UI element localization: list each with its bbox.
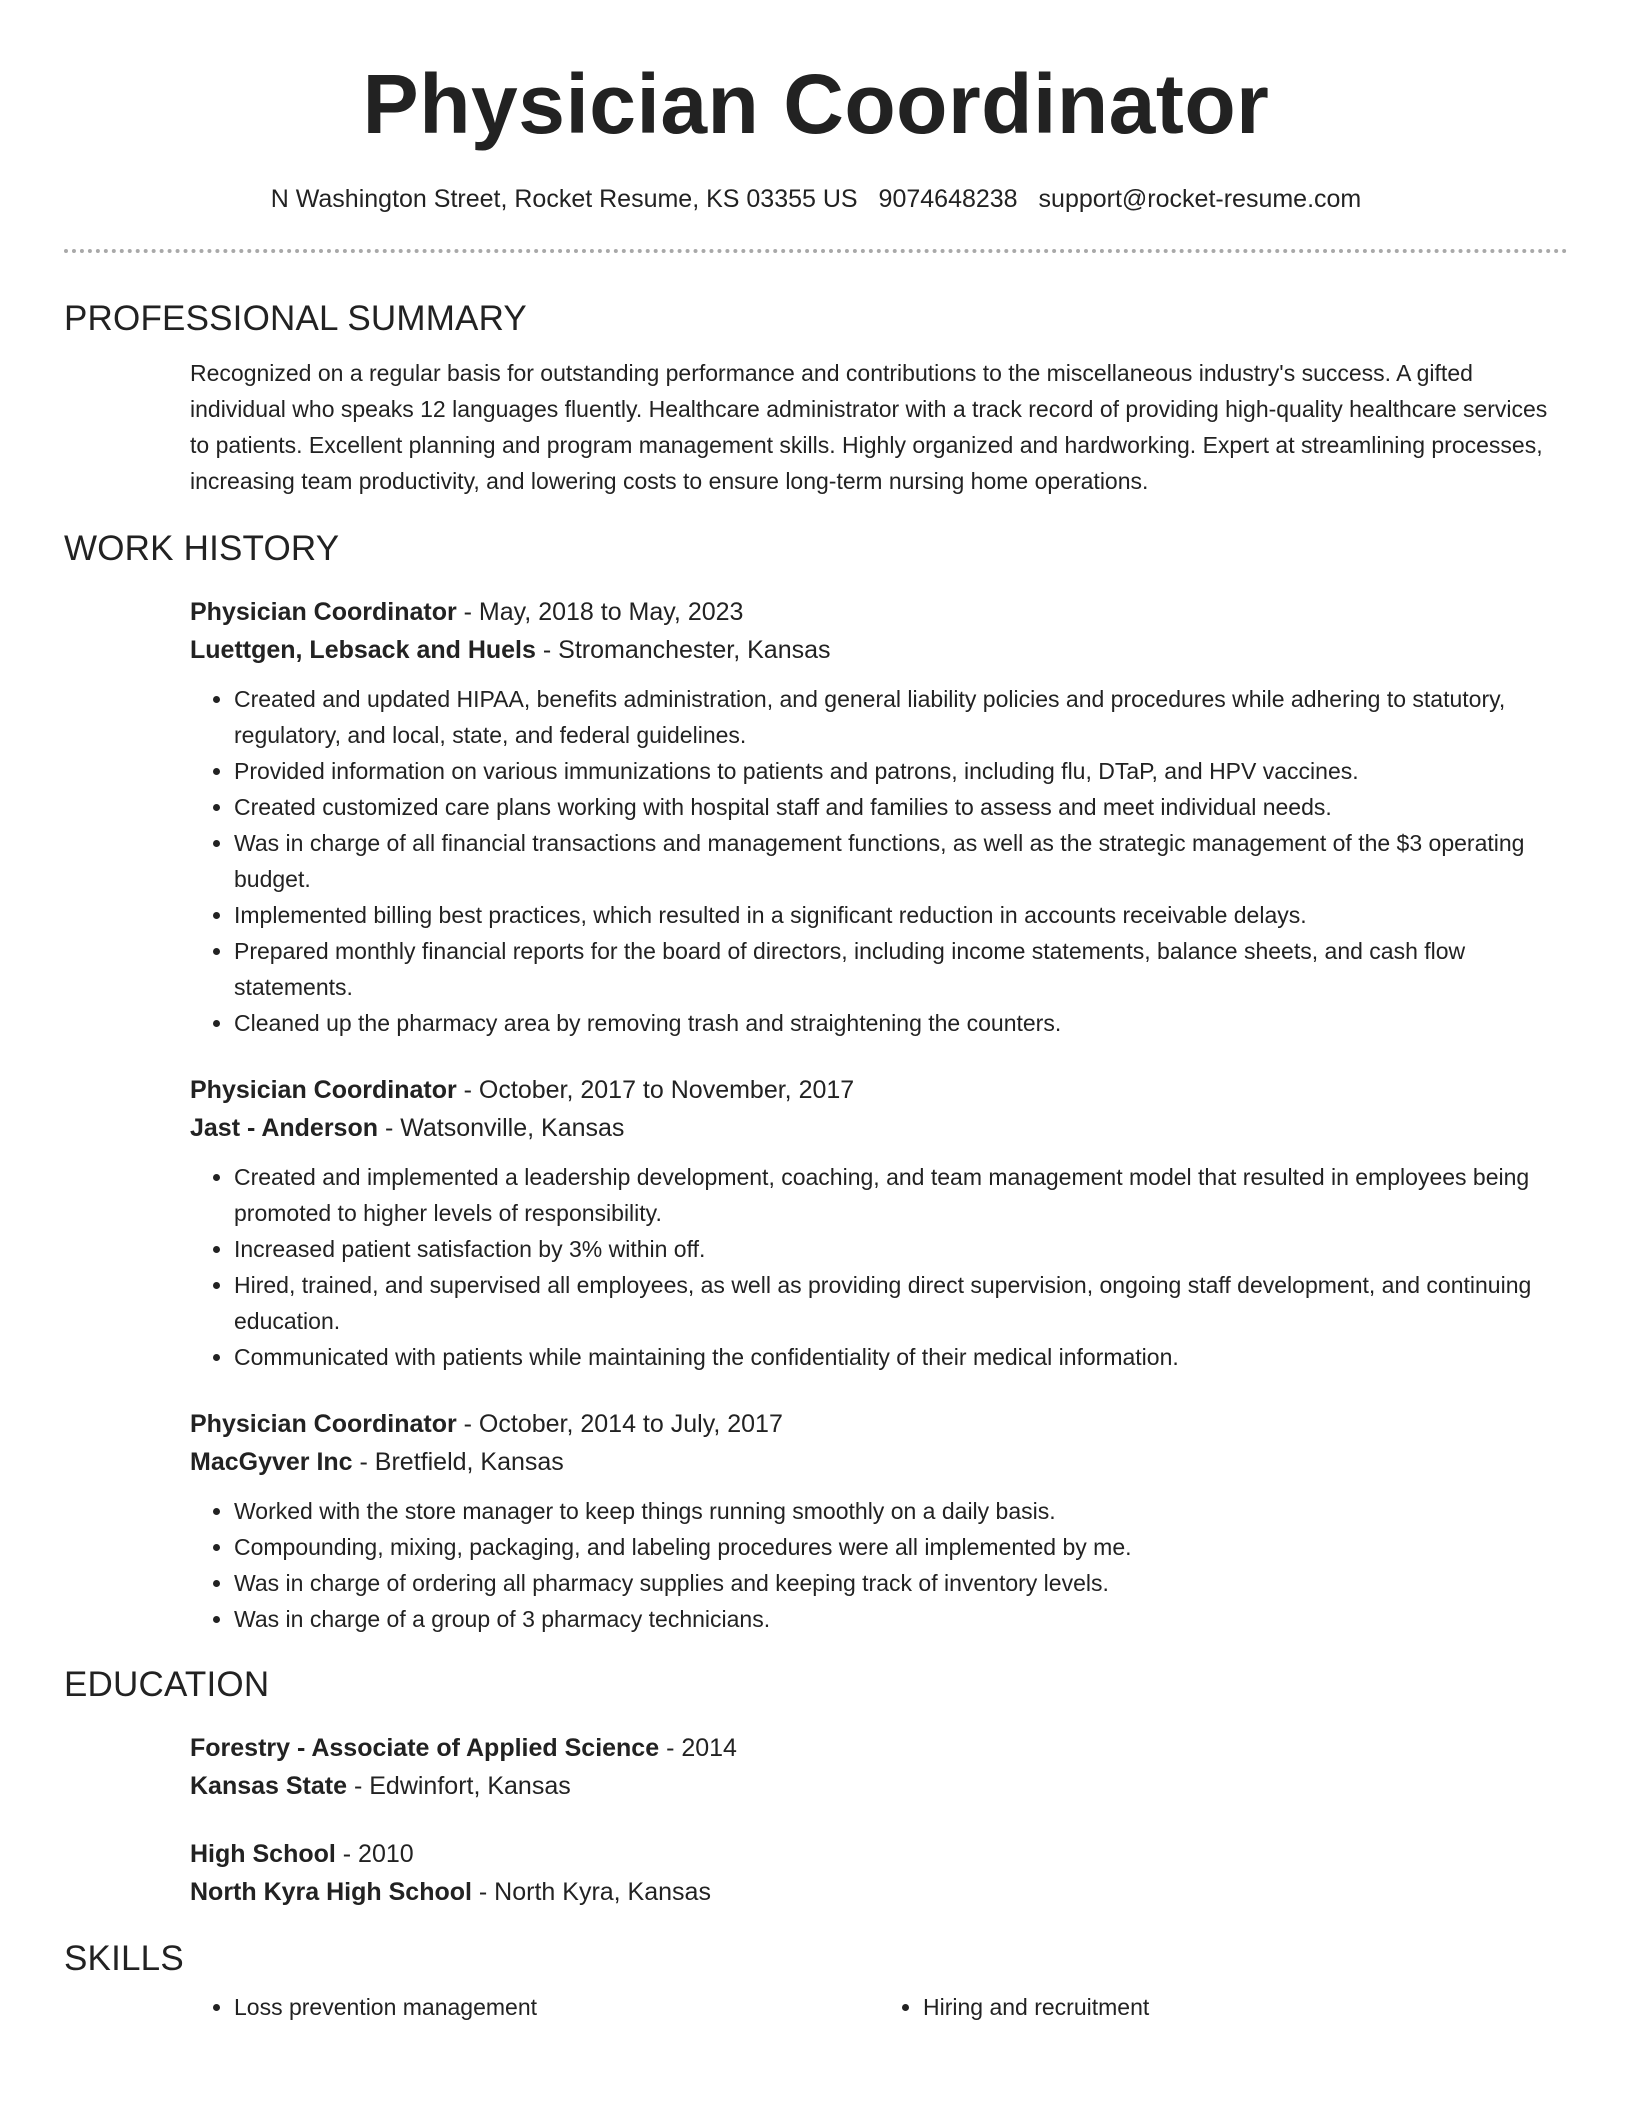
job-company: Luettgen, Lebsack and Huels — [190, 636, 536, 664]
list-item: • Created and updated HIPAA, benefits administration, and general liability policies and procedures while adhering to statutory, regulatory, and local, state, and federal guidelines. — [234, 681, 1568, 753]
degree-name: High School — [190, 1840, 336, 1868]
job-role: Physician Coordinator — [190, 1076, 457, 1104]
job-role: Physician Coordinator — [190, 598, 457, 626]
job-company-line — [190, 1109, 1568, 1147]
job-dates: - October, 2014 to July, 2017 — [456, 1410, 783, 1438]
job-title-line — [190, 1405, 1568, 1443]
summary-text: Recognized on a regular basis for outstanding performance and contributions to the miscellaneous industry's success. A gifted individual who speaks 12 languages fluently. Healthcare administrator with a track record of providing high-quality healthcare services to patients. Excellent planning and program management skills. Highly organized and hardworking. Expert at streamlining processes, increasing team productivity, and lowering costs to ensure long-term nursing home operations. — [190, 360, 1548, 494]
list-item: • Created customized care plans working with hospital staff and families to assess and meet individual needs. — [234, 789, 1568, 825]
degree-name: Forestry - Associate of Applied Science — [190, 1734, 660, 1762]
skills-column-right — [879, 1989, 1568, 2025]
job-role: Physician Coordinator — [190, 1410, 457, 1438]
list-item: • Increased patient satisfaction by 3% within off. — [234, 1231, 1568, 1267]
address-text: N Washington Street, Rocket Resume, KS 03355 US — [270, 185, 858, 213]
list-item: • Cleaned up the pharmacy area by removing trash and straightening the counters. — [234, 1005, 1568, 1041]
degree-year: - 2010 — [335, 1840, 414, 1868]
header-divider — [64, 249, 1568, 253]
list-item: • Loss prevention management — [234, 1989, 879, 2025]
job-company: MacGyver Inc — [190, 1448, 353, 1476]
job-dates: - May, 2018 to May, 2023 — [456, 598, 744, 626]
list-item: • Was in charge of a group of 3 pharmacy technicians. — [234, 1601, 1568, 1637]
list-item: • Communicated with patients while maintaining the confidentiality of their medical information. — [234, 1339, 1568, 1375]
job-title-line — [190, 593, 1568, 631]
job-bullets — [190, 1159, 1568, 1375]
candidate-name: Physician Coordinator — [362, 57, 1270, 151]
phone-text: 9074648238 — [878, 185, 1018, 213]
education-entry — [190, 1729, 1568, 1805]
list-item: • Created and implemented a leadership development, coaching, and team management model that resulted in employees being promoted to higher levels of responsibility. — [234, 1159, 1568, 1231]
job-dates: - October, 2017 to November, 2017 — [456, 1076, 855, 1104]
work-history-heading: WORK HISTORY — [64, 529, 340, 568]
job-entry — [190, 1405, 1568, 1637]
school-line — [190, 1767, 1568, 1805]
school-name: North Kyra High School — [190, 1878, 472, 1906]
job-location: - Watsonville, Kansas — [378, 1114, 625, 1142]
job-company-line — [190, 1443, 1568, 1481]
job-company-line — [190, 631, 1568, 669]
job-bullets — [190, 681, 1568, 1041]
job-entry — [190, 593, 1568, 1041]
resume-page — [64, 0, 1568, 2025]
job-company: Jast - Anderson — [190, 1114, 379, 1142]
school-line — [190, 1873, 1568, 1911]
education-heading: EDUCATION — [64, 1665, 270, 1704]
list-item: • Hired, trained, and supervised all employees, as well as providing direct supervision, ongoing staff development, and continuing education. — [234, 1267, 1568, 1339]
list-item: • Was in charge of ordering all pharmacy supplies and keeping track of inventory levels. — [234, 1565, 1568, 1601]
job-entry — [190, 1071, 1568, 1375]
job-location: - Bretfield, Kansas — [352, 1448, 564, 1476]
job-bullets — [190, 1493, 1568, 1637]
list-item: • Provided information on various immunizations to patients and patrons, including flu, DTaP, and HPV vaccines. — [234, 753, 1568, 789]
list-item: • Compounding, mixing, packaging, and labeling procedures were all implemented by me. — [234, 1529, 1568, 1565]
skills-list — [190, 1989, 1568, 2025]
school-location: - Edwinfort, Kansas — [347, 1772, 571, 1800]
list-item: • Was in charge of all financial transactions and management functions, as well as the strategic management of the $3 operating budget. — [234, 825, 1568, 897]
education-entry — [190, 1835, 1568, 1911]
job-title-line — [190, 1071, 1568, 1109]
degree-line — [190, 1835, 1568, 1873]
school-name: Kansas State — [190, 1772, 348, 1800]
school-location: - North Kyra, Kansas — [471, 1878, 711, 1906]
list-item: • Implemented billing best practices, which resulted in a significant reduction in accounts receivable delays. — [234, 897, 1568, 933]
degree-year: - 2014 — [659, 1734, 737, 1762]
contact-line — [64, 182, 1568, 216]
list-item: • Hiring and recruitment — [923, 1989, 1568, 2025]
email-text: support@rocket-resume.com — [1038, 185, 1362, 213]
summary-heading: PROFESSIONAL SUMMARY — [64, 299, 527, 338]
list-item: • Worked with the store manager to keep things running smoothly on a daily basis. — [234, 1493, 1568, 1529]
skills-column-left — [190, 1989, 879, 2025]
list-item: • Prepared monthly financial reports for the board of directors, including income statements, balance sheets, and cash flow statements. — [234, 933, 1568, 1005]
job-location: - Stromanchester, Kansas — [535, 636, 831, 664]
degree-line — [190, 1729, 1568, 1767]
skills-heading: SKILLS — [64, 1939, 184, 1978]
